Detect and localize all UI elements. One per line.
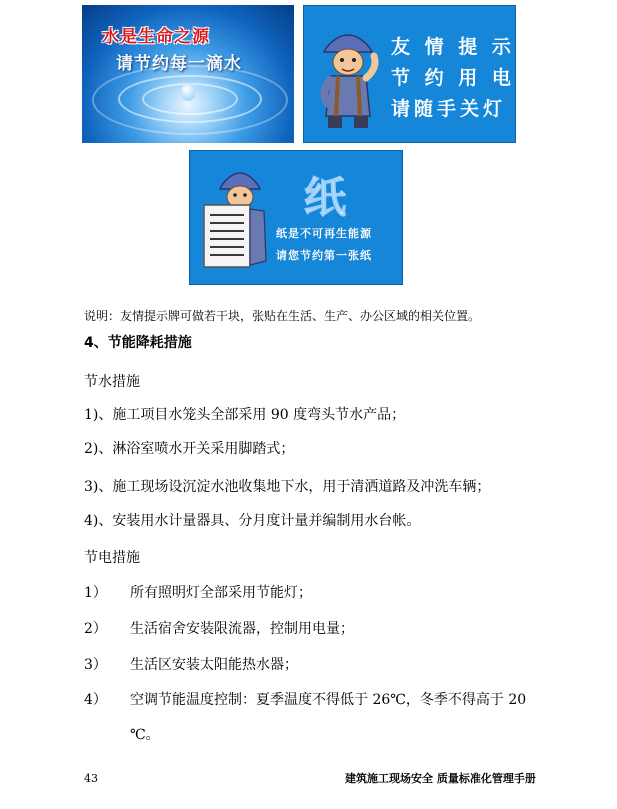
power-saving-item <box>84 691 526 709</box>
power-poster-line-3: 请随手关灯 <box>391 98 507 120</box>
item-text: 生活区安装太阳能热水器； <box>130 657 298 673</box>
item-number: 1） <box>84 585 107 601</box>
worker-illustration-icon <box>314 20 382 132</box>
page-number: 43 <box>84 772 98 785</box>
water-poster-title: 水是生命之源 <box>102 27 210 47</box>
water-saving-poster <box>82 5 294 143</box>
power-poster-line-2: 节 约 用 电 <box>391 67 515 89</box>
paper-saving-poster <box>189 150 403 285</box>
item-text: 所有照明灯全部采用节能灯； <box>130 585 312 601</box>
water-poster-subtitle: 请节约每一滴水 <box>116 54 242 74</box>
poster-caption: 说明：友情提示牌可做若干块，张贴在生活、生产、办公区域的相关位置。 <box>84 309 481 323</box>
paper-poster-line-2: 请您节约第一张纸 <box>276 249 372 262</box>
item-number: 4） <box>84 692 107 708</box>
power-saving-item-continuation: ℃。 <box>130 727 160 743</box>
item-text: 生活宿舍安装限流器，控制用电量； <box>130 621 354 637</box>
footer-title: 建筑施工现场安全 质量标准化管理手册 <box>345 772 536 785</box>
worker-with-paper-illustration-icon <box>198 161 274 275</box>
paper-big-character: 纸 <box>304 173 347 222</box>
section-heading: 4、节能降耗措施 <box>84 335 192 351</box>
water-saving-item: 2)、淋浴室喷水开关采用脚踏式； <box>84 441 295 457</box>
item-number: 3） <box>84 657 107 673</box>
power-saving-item <box>84 656 298 674</box>
power-saving-item <box>84 620 354 638</box>
power-poster-line-1: 友 情 提 示 <box>391 36 515 58</box>
paper-poster-line-1: 纸是不可再生能源 <box>276 227 372 240</box>
power-saving-title: 节电措施 <box>84 550 140 566</box>
water-saving-item: 4)、安装用水计量器具、分月度计量并编制用水台帐。 <box>84 513 421 529</box>
power-saving-poster <box>303 5 516 143</box>
power-saving-item <box>84 584 312 602</box>
water-saving-item: 1)、施工项目水笼头全部采用 90 度弯头节水产品； <box>84 407 406 423</box>
item-text: 空调节能温度控制：夏季温度不得低于 26℃，冬季不得高于 20 <box>130 692 527 708</box>
item-number: 2） <box>84 621 107 637</box>
water-saving-item: 3)、施工现场设沉淀水池收集地下水，用于清洒道路及冲洗车辆； <box>84 479 491 495</box>
water-drop-icon <box>181 83 195 101</box>
water-saving-title: 节水措施 <box>84 374 140 390</box>
